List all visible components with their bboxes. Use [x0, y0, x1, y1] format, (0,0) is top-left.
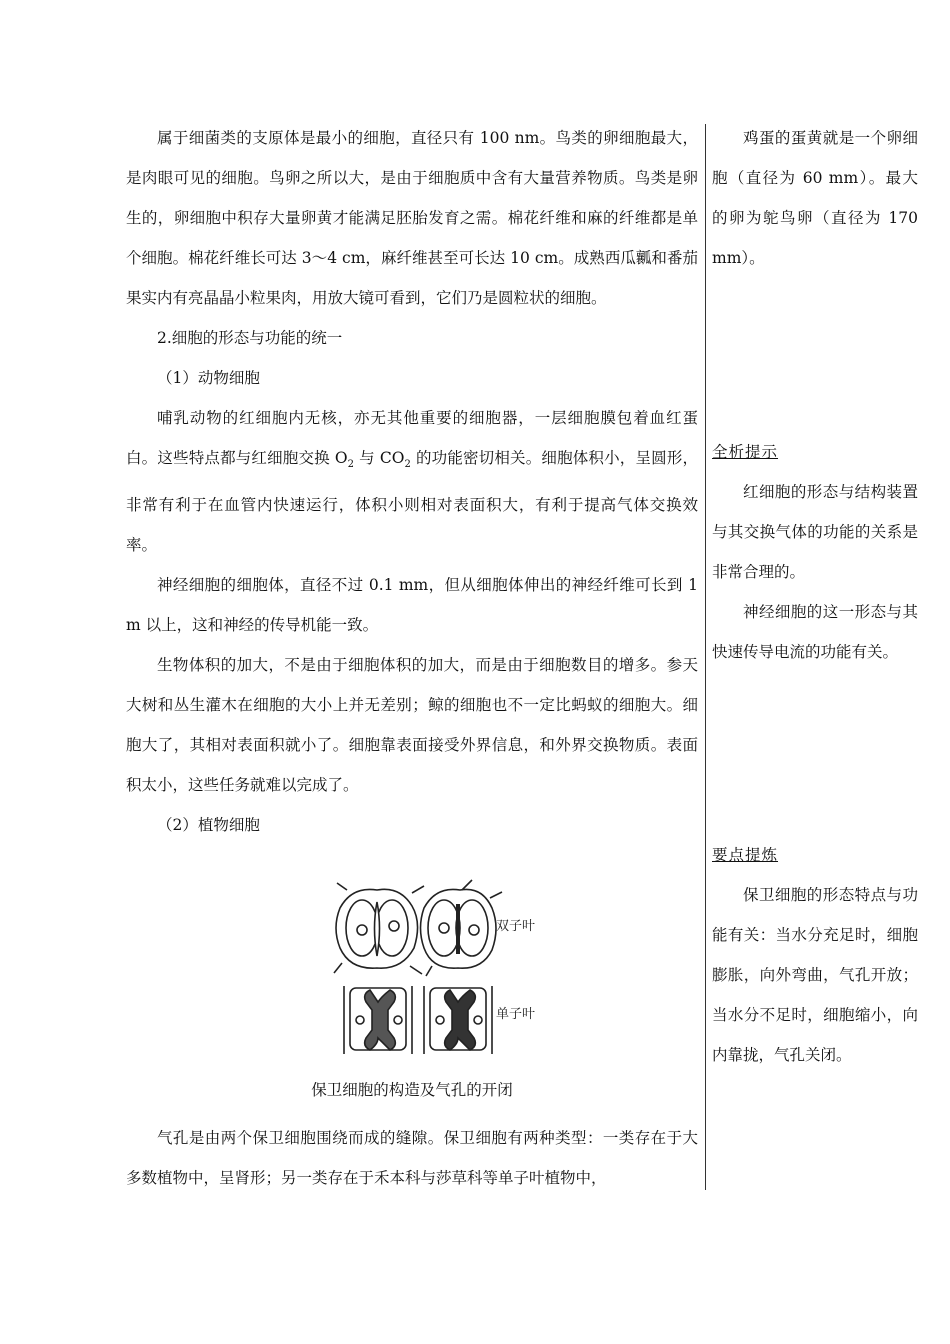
- paragraph-cell-size: 生物体积的加大，不是由于细胞体积的加大，而是由于细胞数目的增多。参天大树和丛生灌木在细胞的大小上并无差别；鲸的细胞也不一定比蚂蚁的细胞大。细胞大了，其相对表面积就小了。细胞靠表面接受外界信息，和外界交换物质。表面积太小，这些任务就难以完成了。: [126, 656, 698, 795]
- section-heading-form-function: 2.细胞的形态与功能的统一: [157, 329, 343, 347]
- column-divider: [705, 124, 706, 1190]
- subheading-animal-cells: （1）动物细胞: [157, 369, 260, 387]
- margin-note-egg: [712, 118, 918, 278]
- paragraph-nerve-cells: 神经细胞的细胞体，直径不过 0.1 mm，但从细胞体伸出的神经纤维可长到 1 m 以上，这和神经的传导机能一致。: [126, 576, 698, 635]
- main-column: [126, 118, 698, 845]
- guard-cell-figure: [332, 878, 542, 1058]
- margin-note-egg-text: 鸡蛋的蛋黄就是一个卵细胞（直径为 60 mm）。最大的卵为鸵鸟卵（直径为 170 mm）。: [712, 129, 918, 267]
- margin-note-rbc: 红细胞的形态与结构装置与其交换气体的功能的关系是非常合理的。: [712, 483, 918, 581]
- margin-note-hint: [712, 432, 918, 672]
- margin-label-keypoint: 要点提炼: [712, 846, 779, 864]
- margin-note-guard-cell: 保卫细胞的形态特点与功能有关：当水分充足时，细胞膨胀，向外弯曲，气孔开放；当水分不足时，细胞缩小，向内靠拢，气孔关闭。: [712, 886, 918, 1064]
- label-monocot: 单子叶: [496, 1007, 536, 1022]
- guard-cell-illustration: [332, 878, 542, 1058]
- margin-label-hint: 全析提示: [712, 443, 779, 461]
- paragraph-stomata: 气孔是由两个保卫细胞围绕而成的缝隙。保卫细胞有两种类型：一类存在于大多数植物中，呈肾形；另一类存在于禾本科与莎草科等单子叶植物中，: [126, 1129, 698, 1187]
- margin-note-keypoint: [712, 835, 918, 1075]
- label-dicot: 双子叶: [496, 919, 536, 934]
- figure-caption: 保卫细胞的构造及气孔的开闭: [311, 1081, 513, 1099]
- subheading-plant-cells: （2）植物细胞: [157, 816, 260, 835]
- paragraph-smallest-largest-cells: 属于细菌类的支原体是最小的细胞，直径只有 100 nm。鸟类的卵细胞最大，是肉眼可见的细胞。鸟卵之所以大，是由于细胞质中含有大量营养物质。鸟类是卵生的，卵细胞中积存大量卵黄才能满足胚胎发育之需。棉花纤维和麻的纤维都是单个细胞。棉花纤维长可达 3～4 cm，麻纤维甚至可长达 10 cm。成熟西瓜瓤和番茄果实内有亮晶晶小粒果肉，用放大镜可看到，它们乃是圆粒状的细胞。: [126, 129, 698, 307]
- paragraph-red-blood-cells: 哺乳动物的红细胞内无核，亦无其他重要的细胞器，一层细胞膜包着血红蛋白。这些特点都与红细胞交换 $O_2$ 与 $CO_2$ 的功能密切相关。细胞体积小，呈圆形，非常有利于在血管内快速运行，体积小则相对表面积大，有利于提高气体交换效率。: [126, 409, 699, 555]
- margin-note-nerve: 神经细胞的这一形态与其快速传导电流的功能有关。: [712, 603, 918, 661]
- main-column-tail: [126, 1118, 698, 1198]
